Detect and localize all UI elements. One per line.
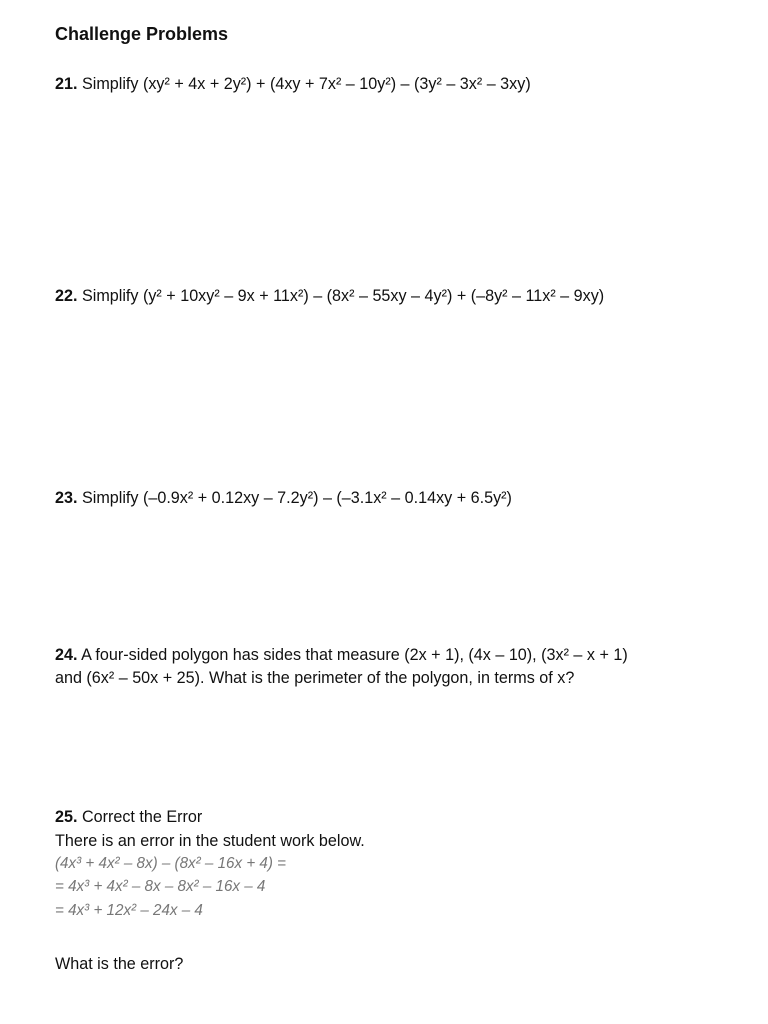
problem-number: 21. bbox=[55, 74, 78, 93]
problem-text: Simplify (y² + 10xy² – 9x + 11x²) – (8x² – 55xy – 4y²) + (–8y² – 11x² – 9xy) bbox=[81, 286, 605, 305]
problem-22 bbox=[55, 286, 604, 306]
problem-24-line-2: and (6x² – 50x + 25). What is the perimeter of the polygon, in terms of x? bbox=[55, 668, 575, 687]
problem-25-heading bbox=[55, 807, 202, 827]
problem-number: 23. bbox=[55, 488, 78, 507]
problem-number: 25. bbox=[55, 807, 78, 826]
problem-text: A four-sided polygon has sides that measure (2x + 1), (4x – 10), (3x² – x + 1) bbox=[81, 645, 628, 664]
problem-24-line-1 bbox=[55, 645, 628, 665]
problem-number: 24. bbox=[55, 645, 78, 664]
problem-text: Simplify (–0.9x² + 0.12xy – 7.2y²) – (–3.1x² – 0.14xy + 6.5y²) bbox=[81, 488, 512, 507]
problem-23 bbox=[55, 488, 512, 508]
student-work-line-2: = 4x³ + 4x² – 8x – 8x² – 16x – 4 bbox=[55, 878, 266, 895]
problem-heading: Correct the Error bbox=[81, 807, 203, 826]
problem-25-intro: There is an error in the student work below. bbox=[55, 831, 365, 850]
section-title: Challenge Problems bbox=[55, 24, 229, 44]
problem-number: 22. bbox=[55, 286, 78, 305]
problem-21 bbox=[55, 74, 531, 94]
student-work-line-3: = 4x³ + 12x² – 24x – 4 bbox=[55, 902, 203, 919]
student-work-line-1: (4x³ + 4x² – 8x) – (8x² – 16x + 4) = bbox=[55, 855, 287, 872]
problem-25-question: What is the error? bbox=[55, 954, 184, 973]
problem-text: Simplify (xy² + 4x + 2y²) + (4xy + 7x² – 10y²) – (3y² – 3x² – 3xy) bbox=[81, 74, 531, 93]
